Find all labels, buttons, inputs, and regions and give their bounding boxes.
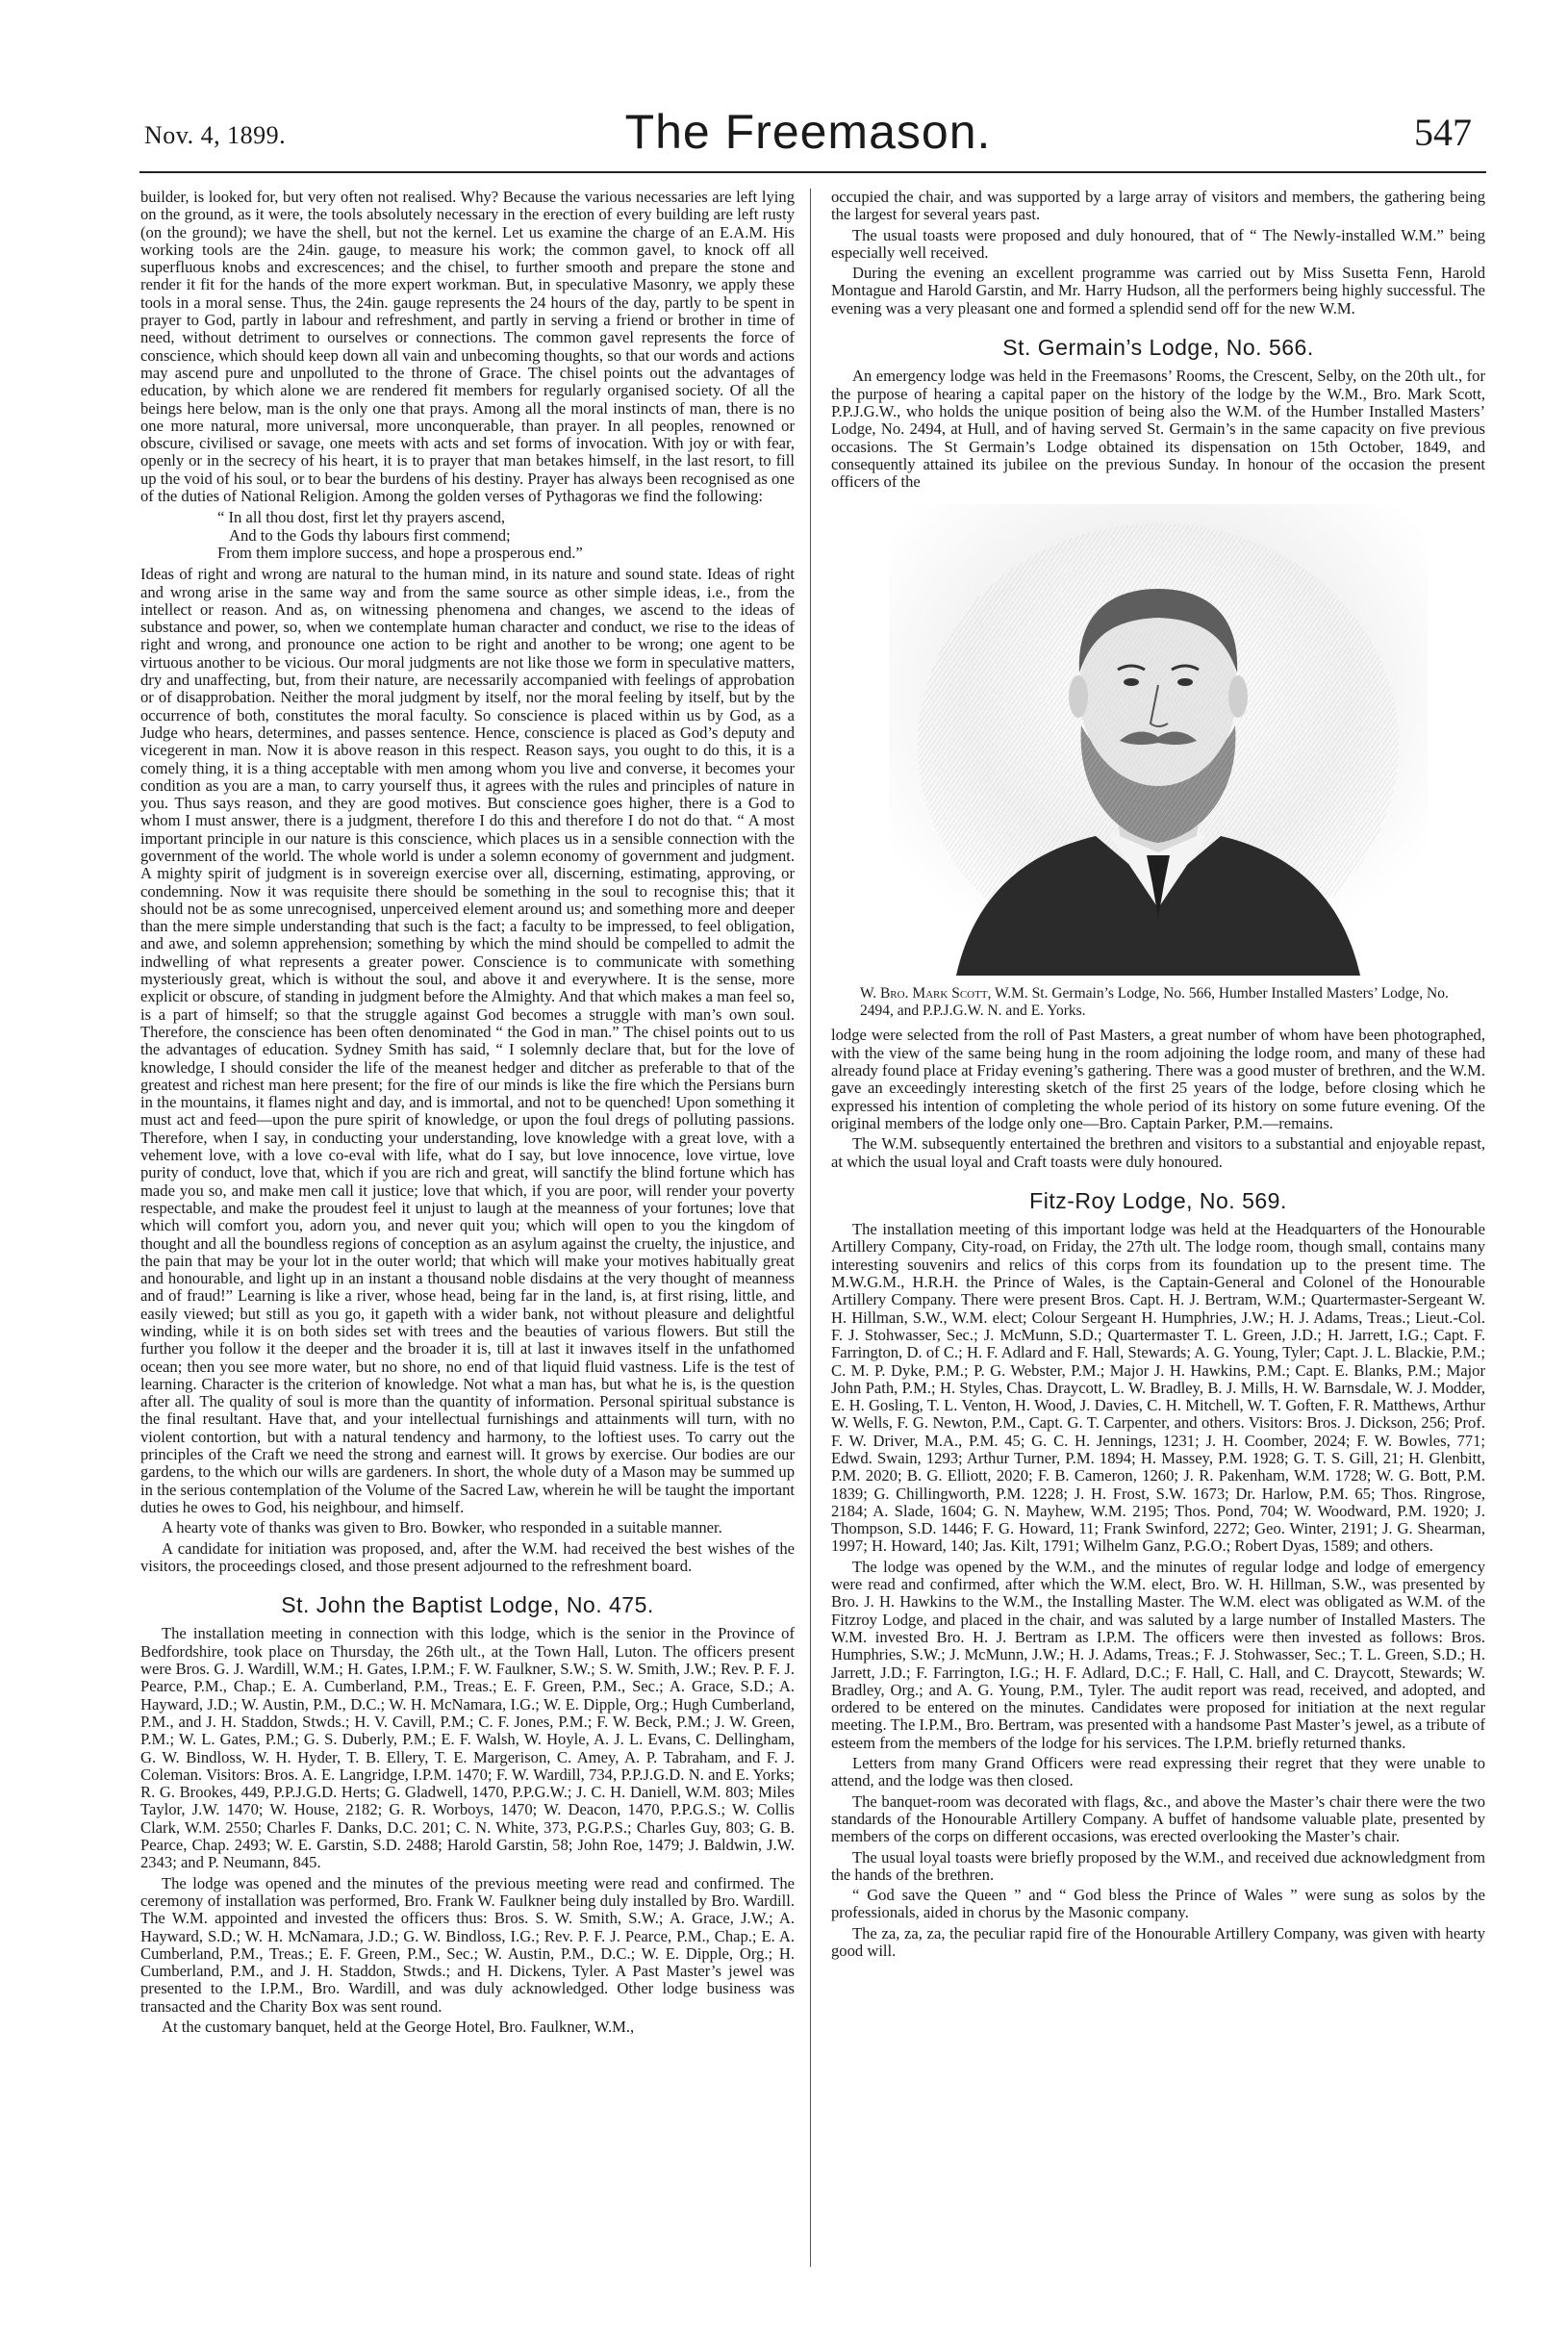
article-paragraph: The installation meeting in connection with this lodge, which is the senior in the Province of Bedfordshire, took place on Thursday, the 26th ult., at the Town Hall, Luton. The officers present were Bros. G. J. Wardill, W.M.; H. Gates, I.P.M.; F. W. Faulkner, S.W.; S. W. Smith, J.W.; Rev. P. F. J. Pearce, P.M., Chap.; E. A. Cumberland, P.M., Treas.; E. F. Green, P.M., Sec.; A. Grace, S.D.; A. Hayward, J.D.; W. Austin, P.M., D.C.; W. H. McNamara, I.G.; W. E. Dipple, Org.; Hugh Cumberland, P.M., and J. H. Staddon, Stwds.; H. V. Cavill, P.M.; C. F. Jones, P.M.; F. W. Beck, P.M.; J. W. Green, P.M.; W. L. Gates, P.M.; G. S. Duberly, P.M.; E. F. Walsh, W. Hoyle, A. J. L. Evans, C. Dellingham, G. W. Bindloss, W. H. Hyder, T. B. Ellery, T. E. Margerison, C. Amey, A. P. Tabraham, and F. J. Coleman. Visitors: Bros. A. E. Langridge, I.P.M. 1470; F. W. Wardill, 734, P.P.J.G.D. N. and E. Yorks; R. G. Brookes, 449, P.P.J.G.D. Herts; G. Gladwell, 1470, P.P.G.W.; J. C. H. Daniell, W.M. 803; Miles Taylor, J.W. 1470; W. House, 2182; G. R. Worboys, 1470; W. Deacon, 1470, P.P.G.S.; W. Collis Clark, W.M. 2550; Charles F. Danks, D.C. 201; C. N. White, 373, P.G.P.S.; Charles Guy, 803; G. B. Pearce, Chap. 2493; W. E. Garstin, S.D. 2488; Harold Garstin, 58; John Roe, 1479; J. Baldwin, J.W. 2343; and P. Neumann, 845. <box>140 1624 795 1872</box>
article-paragraph: The banquet-room was decorated with flags, &c., and above the Master’s chair there were the two standards of the Honourable Artillery Company. A buffet of handsome valuable plate, presented by members of the corps on different occasions, was erected overlooking the Master’s chair. <box>831 1791 1485 1846</box>
article-paragraph: The lodge was opened by the W.M., and the minutes of regular lodge and lodge of emergency were read and confirmed, after which the W.M. elect, Bro. W. H. Hillman, S.W., was presented by Bro. J. H. Hawkins to the W.M., the Installing Master. The W.M. elect was obligated as W.M. of the Fitzroy Lodge, and placed in the chair, and was saluted by a large number of Installed Masters. The W.M. invested Bro. H. J. Bertram as I.P.M. The officers were then invested as follows: Bros. Humphries, S.W.; J. McMunn, J.W.; H. J. Adams, Treas.; F. J. Stohwasser, Sec.; T. L. Green, S.D.; H. Jarrett, J.D.; F. Farrington, I.G.; H. F. Adlard, D.C.; F. Hall, C. Hall, and C. Draycott, Stewards; W. Bradley, Org.; and A. G. Young, P.M., Tyler. The audit report was read, received, and adopted, and ordered to be entered on the minutes. Candidates were proposed for initiation at the next regular meeting. The I.P.M., Bro. Bertram, was presented with a handsome Past Master’s jewel, as a tribute of esteem from the members of the lodge for his services. The I.P.M. briefly returned thanks. <box>831 1557 1485 1752</box>
article-paragraph: During the evening an excellent programme was carried out by Miss Susetta Fenn, Harold Montague and Harold Garstin, and Mr. Harry Hudson, all the performers being highly successful. The evening was a very pleasant one and formed a splendid send off for the new W.M. <box>831 264 1485 317</box>
article-paragraph: builder, is looked for, but very often not realised. Why? Because the various necessaries are left lying on the ground, as it were, the tools absolutely necessary in the erection of every building are left rusty (on the ground); we have the shell, but not the kernel. Let us examine the charge of an E.A.M. His working tools are the 24in. gauge, to measure his work; the common gavel, to knock off all superfluous knobs and excrescences; and the chisel, to further smooth and prepare the stone and render it fit for the hands of the more expert workman. But, in speculative Masonry, we apply these tools in a moral sense. Thus, the 24in. gauge represents the 24 hours of the day, partly to be spent in prayer to God, partly in labour and refreshment, and partly in serving a friend or brother in time of need, without detriment to ourselves or connections. The common gavel represents the force of conscience, which should keep down all vain and unbecoming thoughts, so that our words and actions may ascend pure and unpolluted to the throne of Grace. The chisel points out the advantages of education, by which alone we are rendered fit members for regularly organised society. Of all the beings here below, man is the only one that prays. Among all the moral instincts of man, there is no one more natural, more universal, more unconquerable, than prayer. In all peoples, renowned or obscure, civilised or savage, one meets with acts and set forms of invocation. With joy or with fear, openly or in the secrecy of his heart, it is to prayer that man betakes himself, in the last resort, to fill up the void of his soul, or to bear the burdens of his destiny. Prayer has always been recognised as one of the duties of National Religion. Among the golden verses of Pythagoras we find the following: <box>140 188 795 506</box>
portrait-caption <box>860 985 1485 1019</box>
pythagoras-verse <box>217 509 795 562</box>
article-paragraph: The usual loyal toasts were briefly proposed by the W.M., and received due acknowledgment from the hands of the brethren. <box>831 1847 1485 1884</box>
verse-line: And to the Gods thy labours first commend; <box>229 525 511 545</box>
article-paragraph: The lodge was opened and the minutes of the previous meeting were read and confirmed. The ceremony of installation was performed, Bro. Frank W. Faulkner being duly installed by Bro. Wardill. The W.M. appointed and invested the officers thus: Bros. S. W. Smith, S.W.; A. Grace, J.W.; A. Hayward, S.D.; W. H. McNamara, J.D.; G. W. Bindloss, I.G.; Rev. P. F. J. Pearce, P.M., Chap.; E. A. Cumberland, P.M., Treas.; E. F. Green, P.M., Sec.; W. Austin, P.M., D.C.; W. E. Dipple, Org.; H. Cumberland, P.M., and J. H. Staddon, Stwds.; and H. Dickens, Tyler. A Past Master’s jewel was presented to the I.P.M., Bro. Wardill, and was duly acknowledged. Other lodge business was transacted and the Charity Box was sent round. <box>140 1873 795 2016</box>
masthead <box>135 102 1481 165</box>
article-paragraph: The W.M. subsequently entertained the brethren and visitors to a substantial and enjoyable repast, at which the usual loyal and Craft toasts were duly honoured. <box>831 1134 1485 1171</box>
column-divider <box>810 189 811 2267</box>
verse-line: “ In all thou dost, first let thy prayers ascend, <box>217 508 506 527</box>
right-column <box>831 189 1485 1963</box>
article-paragraph: occupied the chair, and was supported by a large array of visitors and members, the gathering being the largest for several years past. <box>831 188 1485 224</box>
publication-title: The Freemason. <box>624 105 992 159</box>
article-paragraph: lodge were selected from the roll of Past Masters, a great number of whom have been photographed, with the view of the same being hung in the room adjoining the lodge room, and many of these had already found place at Friday evening’s gathering. There was a good muster of brethren, and the W.M. gave an exceedingly interesting sketch of the first 25 years of the lodge, before closing which he expressed his intention of completing the whole period of its history on some future evening. Of the original members of the lodge only one—Bro. Captain Parker, P.M.—remains. <box>831 1026 1485 1132</box>
article-paragraph: The installation meeting of this important lodge was held at the Headquarters of the Honourable Artillery Company, City-road, on Friday, the 27th ult. The lodge room, though small, contains many interesting souvenirs and relics of this corps from its foundation up to the present time. The M.W.G.M., H.R.H. the Prince of Wales, is the Captain-General and Colonel of the Honourable Artillery Company. There were present Bros. Capt. H. J. Bertram, W.M.; Quartermaster-Sergeant W. H. Hillman, S.W., W.M. elect; Colour Sergeant H. Humphries, J.W.; H. J. Adams, Treas.; Lieut.-Col. F. J. Stohwasser, Sec.; J. McMunn, S.D.; Quartermaster T. L. Green, J.D.; H. Jarrett, I.G.; Capt. F. Farrington, D. of C.; H. F. Adlard and F. Hall, Stewards; A. G. Young, Tyler; Capt. J. L. Blackie, P.M.; C. M. P. Dyke, P.M.; P. G. Webster, P.M.; Major J. H. Hawkins, P.M.; Capt. E. Blanks, P.M.; Major John Path, P.M.; H. Styles, Chas. Draycott, L. W. Bradley, B. J. Mills, H. W. Barnsdale, W. J. Modder, E. H. Gosling, T. L. Venton, H. Wood, J. Davies, C. H. Mitchell, W. T. Goften, F. R. Matthews, Arthur W. Wells, F. G. Newton, P.M., Capt. G. T. Carpenter, and others. Visitors: Bros. J. Dickson, 256; Prof. F. W. Driver, M.A., P.M. 45; G. C. H. Jennings, 1231; J. H. Coomber, 2024; F. W. Bowles, 771; Edwd. Swain, 1293; Arthur Turner, P.M. 1894; H. Massey, P.M. 1928; G. T. S. Gill, 21; H. Glenbitt, P.M. 2020; B. G. Elliott, 2020; F. B. Cameron, 1260; J. R. Pakenham, W.M. 1728; W. G. Bott, P.M. 1839; G. Chillingworth, P.M. 1228; J. H. Frost, S.W. 1673; Dr. Harlow, P.M. 65; Thos. Ringrose, 2184; A. Slade, 1604; G. N. Mayhew, W.M. 2195; Thos. Pond, 704; W. Woodward, P.M. 1920; J. Thompson, S.D. 1446; F. G. Howard, 11; Frank Swinford, 2272; Geo. Winter, 2191; J. G. Shearman, 1997; H. Howard, 140; Jas. Kilt, 1791; Wilhelm Ganz, P.G.O.; Robert Dyas, 1589; and others. <box>831 1220 1485 1556</box>
article-paragraph: Letters from many Grand Officers were read expressing their regret that they were unable to attend, and the lodge was then closed. <box>831 1754 1485 1790</box>
article-paragraph: The usual toasts were proposed and duly honoured, that of “ The Newly-installed W.M.” being especially well received. <box>831 225 1485 262</box>
left-column <box>140 189 795 2039</box>
article-paragraph: “ God save the Queen ” and “ God bless the Prince of Wales ” were sung as solos by the professionals, aided in chorus by the Masonic company. <box>831 1886 1485 1922</box>
caption-text: W.M. St. Germain’s Lodge, No. 566, Humber Installed Masters’ Lodge, No. 2494, and P.P.J.G.W. N. and E. Yorks. <box>860 985 1449 1019</box>
section-heading: St. John the Baptist Lodge, No. 475. <box>281 1592 654 1618</box>
section-heading: St. Germain’s Lodge, No. 566. <box>1002 335 1314 361</box>
portrait-engraving <box>889 504 1428 976</box>
portrait-figure <box>831 504 1485 976</box>
article-paragraph: A candidate for initiation was proposed, and, after the W.M. had received the best wishes of the visitors, the proceedings closed, and those present adjourned to the refreshment board. <box>140 1538 795 1575</box>
verse-line: From them implore success, and hope a prosperous end.” <box>217 543 583 562</box>
masthead-rule <box>139 171 1486 173</box>
issue-date: Nov. 4, 1899. <box>144 121 287 149</box>
section-heading: Fitz-Roy Lodge, No. 569. <box>1029 1187 1287 1213</box>
article-paragraph: At the customary banquet, held at the George Hotel, Bro. Faulkner, W.M., <box>162 2017 635 2036</box>
article-paragraph: An emergency lodge was held in the Freemasons’ Rooms, the Crescent, Selby, on the 20th ult., for the purpose of hearing a capital paper on the history of the lodge by the W.M., Bro. Mark Scott, P.P.J.G.W., who holds the unique position of being also the W.M. of the Humber Installed Masters’ Lodge, No. 2494, at Hull, and of having served St. Germain’s in the same capacity on five previous occasions. The St Germain’s Lodge obtained its dispensation on 15th October, 1849, and consequently attained its jubilee on the previous Sunday. In honour of the occasion the present officers of the <box>831 367 1485 492</box>
caption-name: W. Bro. Mark Scott, <box>860 985 992 1003</box>
article-paragraph: A hearty vote of thanks was given to Bro. Bowker, who responded in a suitable manner. <box>162 1518 722 1537</box>
article-paragraph: The za, za, za, the peculiar rapid fire of the Honourable Artillery Company, was given with hearty good will. <box>831 1923 1485 1960</box>
page-number: 547 <box>1414 111 1472 154</box>
article-paragraph: Ideas of right and wrong are natural to the human mind, in its nature and sound state. Ideas of right and wrong arise in the same way and from the same source as other simple ideas, i.e., from the intellect or reason. And as, on witnessing phenomena and changes, we ascend to the ideas of substance and power, so, when we contemplate human character and conduct, we rise to the ideas of right and wrong, and pronounce one action to be right and another to be wrong; one agent to be virtuous another to be vicious. Our moral judgments are not like those we form in speculative matters, dry and unaffecting, but, from their nature, are necessarily accompanied with feelings of approbation or of disapprobation. Neither the moral judgment by itself, nor the moral feeling by itself, but by the occurrence of both, constitutes the moral faculty. So conscience is placed within us by God, as a Judge who hears, determines, and passes sentence. Hence, conscience is placed as God’s deputy and vicegerent in man. Now it is above reason in this respect. Reason says, you ought to do this, it is a comely thing, it is a thing acceptable with men among whom you live and converse, it becomes your condition as you are a man, to carry yourself thus, it agrees with the rules and principles of nature in you. Thus says reason, and they are good motives. But conscience goes higher, there is a God to whom I must answer, there is a judgment, therefore I do this and therefore I do not do that. “ A most important principle in our nature is this conscience, which places us in a sensible connection with the government of the world. The whole world is under a solemn economy of government and judgment. A mighty spirit of judgment is in sovereign exercise over all, discerning, estimating, approving, or condemning. Now it was requisite there should be something in the soul to recognise this; that it should not be as some unrecognised, unperceived element around us; and something more and deeper than the mere simple understanding that such is the fact; a faculty to be impressed, to feel obligation, and awe, and solemn apprehension; something by which the mind should be compelled to admit the indwelling of what represents a greater power. Conscience is to communicate with something mysteriously great, which is without the soul, and above it and everywhere. It is the sense, more explicit or obscure, of standing in judgment before the Almighty. And that which makes a man feel so, is a part of himself; so that the struggle against God becomes a struggle with man’s own soul. Therefore, the conscience has been often denominated “ the God in man.” The chisel points out to us the advantages of education. Sydney Smith has said, “ I solemnly declare that, but for the love of knowledge, I should consider the life of the meanest hedger and ditcher as preferable to that of the greatest and richest man here present; for the fire of our minds is like the fire which the Persians burn in the mountains, it flames night and day, and is immortal, and not to be quenched! Upon something it must act and feed—upon the pure spirit of knowledge, or upon the foul dregs of polluting passions. Therefore, when I say, in conducting your understanding, love knowledge with a great love, with a vehement love, with a love co-eval with life, what do I say, but love innocence, love virtue, love purity of conduct, love that, which if you are rich and great, will sanctify the blind fortune which has made you so, and make men call it justice; love that which, if you are poor, will render your poverty respectable, and make the proudest feel it unjust to laugh at the meanness of your fortunes; love that which will comfort you, adorn you, and never quit you; which will open to you the kingdom of thought and all the boundless regions of conception as an asylum against the cruelty, the injustice, and the pain that may be your lot in the outer world; that which will make your motives habitually great and honourable, and light up in an instant a thousand noble disdains at the very thought of meanness and of fraud!” Learning is like a river, whose head, being far in the land, is, at first rising, little, and easily viewed; but still as you go, it gapeth with a wider bank, not without pleasure and delightful winding, while it is on both sides set with trees and the beauties of various flowers. But still the further you follow it the deeper and the broader it is, till at last it inwaves itself in the unfathomed ocean; then you see more water, but no shore, no end of that liquid fluid vastness. Life is the test of learning. Character is the criterion of knowledge. Not what a man has, but what he is, is the question after all. The quality of soul is more than the quantity of information. Personal spiritual substance is the final resultant. Have that, and your intellectual furnishings and attainments will turn, with no violent contortion, but with a natural tendency and harmony, to the loftiest uses. To carry out the principles of the Craft we need the strong and earnest will. It grows by exercise. Our bodies are our gardens, to the which our wills are gardeners. In short, the whole duty of a Mason may be summed up in the serious contemplation of the Volume of the Sacred Law, wherein he will be taught the important duties he owes to God, his neighbour, and himself. <box>140 565 795 1516</box>
